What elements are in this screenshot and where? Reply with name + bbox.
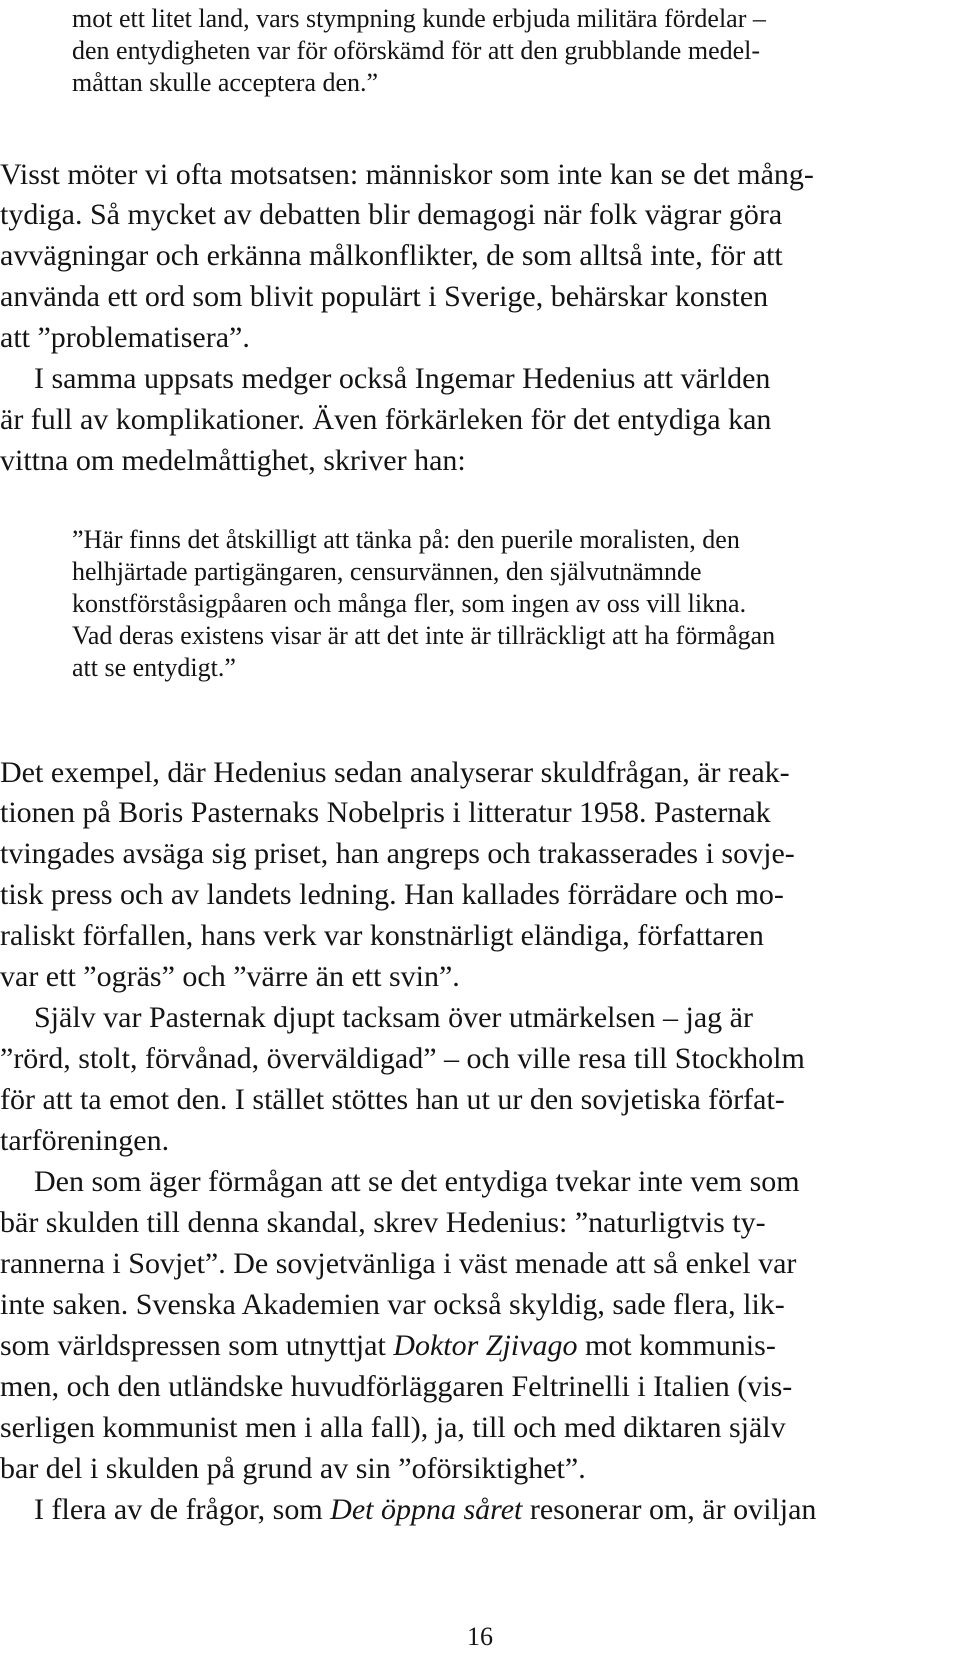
text-line: tarföreningen. — [0, 1124, 170, 1157]
text-line: att ”problematisera”. — [0, 321, 250, 354]
text-line: för att ta emot den. I stället stöttes han ut ur den sovjetiska förfat- — [0, 1083, 785, 1116]
page-number: 16 — [467, 1622, 493, 1651]
text-line: inte saken. Svenska Akademien var också skyldig, sade flera, lik- — [0, 1288, 785, 1321]
text-line: ”rörd, stolt, förvånad, överväldigad” – och ville resa till Stockholm — [0, 1042, 805, 1075]
text-line: var ett ”ogräs” och ”värre än ett svin”. — [0, 960, 460, 993]
quote-line: helhjärtade partigängaren, censurvännen, den självutnämnde — [72, 557, 702, 586]
text-line: rannerna i Sovjet”. De sovjetvänliga i väst menade att så enkel var — [0, 1247, 797, 1280]
text-line: avvägningar och erkänna målkonflikter, de som alltså inte, för att — [0, 239, 783, 272]
text-line: Den som äger förmågan att se det entydiga tvekar inte vem som — [34, 1165, 800, 1198]
text-segment: resonerar om, är oviljan — [522, 1493, 817, 1526]
book-title-zjivago: Doktor Zjivago — [393, 1329, 578, 1362]
quote-line: konstförståsigpåaren och många fler, som ingen av oss vill likna. — [72, 589, 747, 618]
text-line: raliskt förfallen, hans verk var konstnärligt eländiga, författaren — [0, 919, 764, 952]
text-line: tionen på Boris Pasternaks Nobelpris i litteratur 1958. Pasternak — [0, 796, 771, 829]
text-line: är full av komplikationer. Även förkärleken för det entydiga kan — [0, 403, 772, 436]
text-line: serligen kommunist men i alla fall), ja, till och med diktaren själv — [0, 1411, 786, 1444]
text-segment: mot kommunis- — [577, 1329, 776, 1362]
text-segment: som världspressen som utnyttjat — [0, 1329, 394, 1362]
text-line: vittna om medelmåttighet, skriver han: — [0, 444, 466, 477]
text-segment: I flera av de frågor, som — [34, 1493, 331, 1526]
book-title-det-oppna-saret: Det öppna såret — [330, 1493, 523, 1526]
text-line: använda ett ord som blivit populärt i Sverige, behärskar konsten — [0, 280, 769, 313]
text-line: tvingades avsäga sig priset, han angreps och trakasserades i sovje- — [0, 837, 795, 870]
quote-line: Vad deras existens visar är att det inte är tillräckligt att ha förmågan — [72, 621, 776, 650]
quote-line: ”Här finns det åtskilligt att tänka på: den puerile moralisten, den — [72, 525, 740, 554]
text-line: bär skulden till denna skandal, skrev Hedenius: ”naturligtvis ty- — [0, 1206, 766, 1239]
text-line-with-title — [34, 1495, 816, 1525]
quote-line: att se entydigt.” — [72, 653, 236, 682]
text-line: bar del i skulden på grund av sin ”oförsiktighet”. — [0, 1452, 586, 1485]
text-line: men, och den utländske huvudförläggaren Feltrinelli i Italien (vis- — [0, 1370, 793, 1403]
text-line: I samma uppsats medger också Ingemar Hedenius att världen — [34, 362, 771, 395]
text-line: tydiga. Så mycket av debatten blir demagogi när folk vägrar göra — [0, 198, 783, 231]
text-line-with-title — [0, 1331, 776, 1361]
text-line: Visst möter vi ofta motsatsen: människor som inte kan se det mång- — [0, 158, 814, 191]
text-line: mot ett litet land, vars stympning kunde erbjuda militära fördelar – — [72, 4, 766, 33]
text-line: måttan skulle acceptera den.” — [72, 68, 379, 97]
text-line: den entydigheten var för oförskämd för att den grubblande medel- — [72, 36, 761, 65]
text-line: Själv var Pasternak djupt tacksam över utmärkelsen – jag är — [34, 1001, 753, 1034]
text-line: Det exempel, där Hedenius sedan analyserar skuldfrågan, är reak- — [0, 756, 790, 789]
text-line: tisk press och av landets ledning. Han kallades förrädare och mo- — [0, 878, 784, 911]
